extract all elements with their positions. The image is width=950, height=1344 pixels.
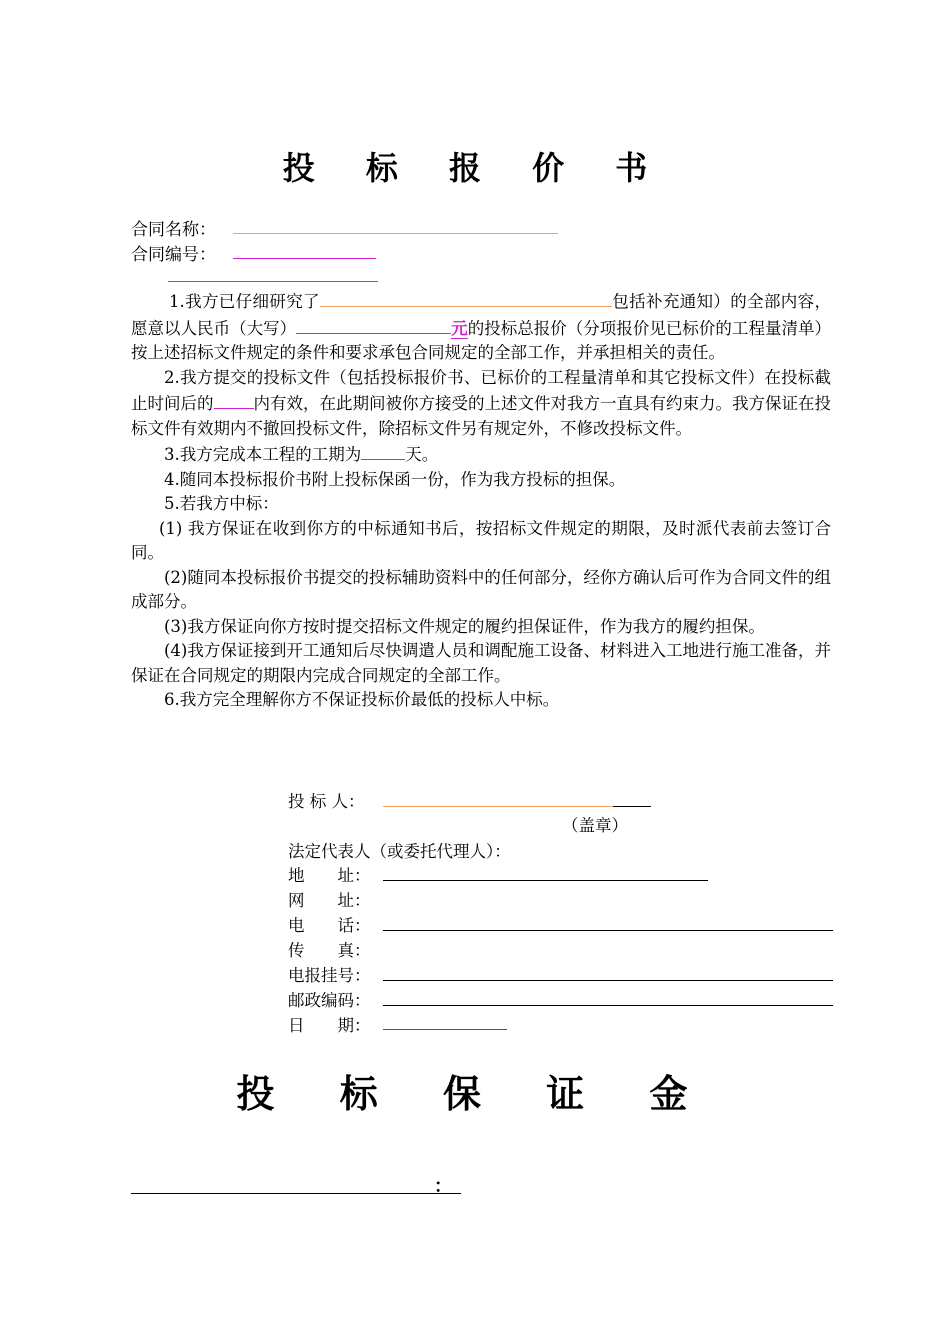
legal-rep-label: 法定代表人（或委托代理人）： — [288, 842, 511, 861]
clause-1: 1.我方已仔细研究了 包括补充通知）的全部内容，愿意以人民币（大写） 元的投标总报价（分项报价见已标价的工程量清单）按上述招标文件规定的条件和要求承包合同规定的全部工作，并承担相关的责任。 — [131, 288, 831, 366]
bidder-label: 投 标 人： — [288, 792, 365, 811]
validity-field[interactable] — [214, 390, 254, 409]
seal-label: （盖章） — [562, 816, 628, 835]
contract-name-label: 合同名称： — [131, 220, 216, 240]
telegraph-label: 电报挂号： — [288, 966, 371, 985]
clause-2: 2.我方提交的投标文件（包括投标报价书、已标价的工程量清单和其它投标文件）在投标截止时间后的 内有效，在此期间被你方接受的上述文件对我方一直具有约束力。我方保证在投标文件有效期内不撤回投标文件，除招标文件另有规定外，不修改投标文件。 — [131, 367, 831, 438]
fax-label: 传 真： — [288, 941, 371, 960]
telegraph-field[interactable] — [383, 980, 833, 981]
contract-no-field[interactable] — [233, 258, 376, 259]
phone-field[interactable] — [383, 930, 833, 931]
tender-doc-field[interactable] — [320, 288, 612, 307]
clause-4: 4.随同本投标报价书附上投标保函一份，作为我方投标的担保。 — [164, 469, 626, 489]
clause-3: 3.我方完成本工程的工期为 天。 — [131, 441, 831, 468]
bidder-field[interactable] — [383, 806, 613, 807]
duration-field[interactable] — [361, 441, 405, 460]
clause-5: 5.若我方中标： — [164, 494, 279, 513]
contract-no-label: 合同编号： — [131, 245, 216, 265]
yuan-label: 元 — [451, 318, 468, 338]
recipient-line[interactable] — [131, 1193, 461, 1194]
clause-5-4: (4)我方保证接到开工通知后尽快调遣人员和调配施工设备、材料进入工地进行施工准备，并保证在合同规定的期限内完成合同规定的全部工作。 — [131, 641, 831, 685]
date-field[interactable] — [383, 1029, 507, 1030]
bid-body — [131, 288, 831, 713]
bottom-colon: ： — [434, 1176, 452, 1197]
clause-5-1: (1) 我方保证在收到你方的中标通知书后，按招标文件规定的期限，及时派代表前去签订合同。 — [131, 518, 831, 562]
website-label: 网 址： — [288, 891, 371, 910]
date-label: 日 期： — [288, 1016, 371, 1035]
clause-5-2: (2)随同本投标报价书提交的投标辅助资料中的任何部分，经你方确认后可作为合同文件的组成部分。 — [131, 567, 831, 611]
phone-label: 电 话： — [288, 916, 371, 935]
address-field[interactable] — [383, 880, 708, 881]
contract-name-field[interactable] — [233, 233, 558, 234]
amount-field[interactable] — [296, 315, 451, 334]
recipient-field[interactable] — [168, 281, 378, 282]
clause-5-3: (3)我方保证向你方按时提交招标文件规定的履约担保证件，作为我方的履约担保。 — [164, 616, 765, 636]
clause-6: 6.我方完全理解你方不保证投标价最低的投标人中标。 — [164, 690, 560, 709]
postcode-label: 邮政编码： — [288, 991, 371, 1010]
bidder-field-end — [613, 806, 651, 807]
address-label: 地 址： — [288, 866, 371, 885]
page-title: 投 标 报 价 书 — [282, 149, 668, 187]
second-title: 投 标 保 证 金 — [236, 1072, 714, 1116]
postcode-field[interactable] — [383, 1005, 833, 1006]
